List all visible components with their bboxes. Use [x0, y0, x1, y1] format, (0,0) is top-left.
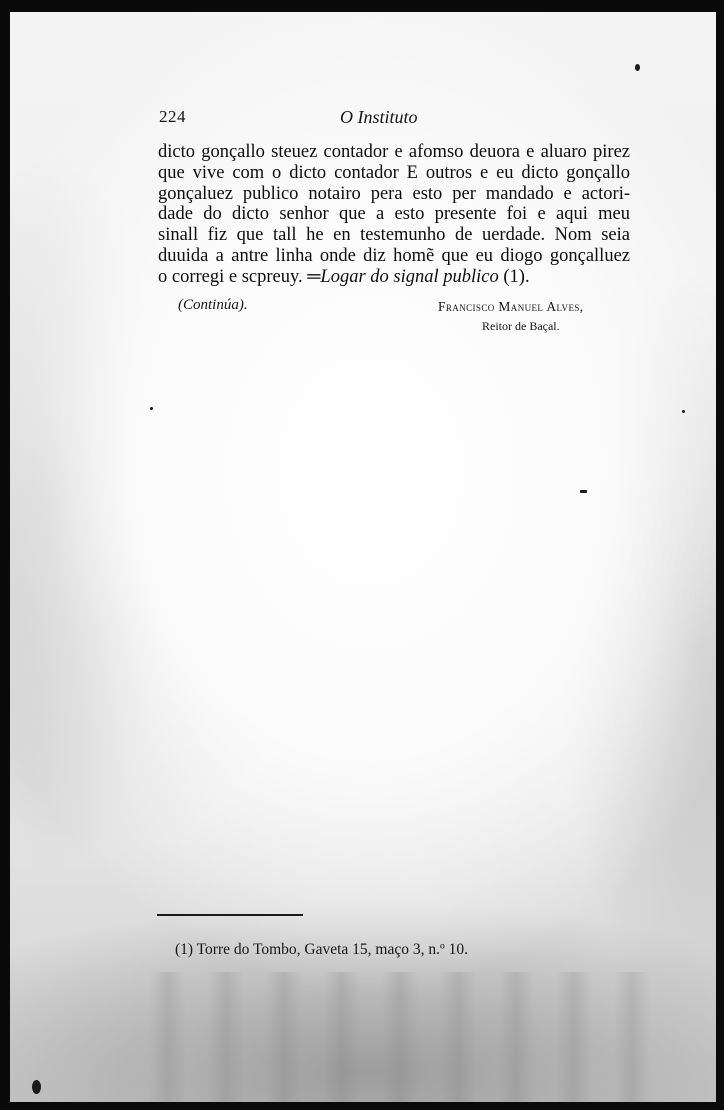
- body-line: dicto gonçallo steuez contador e afomso deuora e aluaro pirez: [158, 142, 630, 162]
- footnote-rule: [157, 914, 303, 916]
- running-head: [10, 107, 716, 129]
- body-final-line: [158, 267, 630, 288]
- dust-speck: [150, 407, 153, 410]
- body-line: duuida a antre linha onde diz homẽ que eu diogo gonçalluez: [158, 245, 630, 266]
- body-paragraph: [158, 142, 630, 288]
- author-name: Francisco Manuel Alves,: [438, 299, 584, 314]
- dust-speck: [32, 1080, 41, 1094]
- page-number: 224: [159, 107, 186, 126]
- body-line: gonçaluez publico notairo pera esto per mandado e actori-: [158, 183, 630, 204]
- final-line-italic: Logar do signal publico: [320, 266, 499, 287]
- continua-note: (Continúa).: [178, 297, 248, 313]
- dust-speck: [635, 64, 640, 71]
- body-line: dade do dicto senhor que a esto presente foi e aqui meu: [158, 204, 630, 225]
- footnote-text: (1) Torre do Tombo, Gaveta 15, maço 3, n.º 10.: [175, 941, 469, 958]
- body-line: sinall fiz que tall he en testemunho de uerdade. Nom seia: [158, 225, 630, 246]
- final-line-text: o corregi e scpreuy. ═: [158, 266, 321, 287]
- dust-speck: [580, 490, 587, 493]
- scanned-page: [10, 12, 716, 1102]
- dust-speck: [682, 410, 685, 413]
- journal-title: O Instituto: [340, 107, 418, 127]
- author-role: Reitor de Baçal.: [482, 319, 560, 333]
- body-line: que vive com o dicto contador E outros e eu dicto gonçallo: [158, 162, 630, 183]
- scan-streaks: [150, 972, 670, 1102]
- footnote-reference: (1).: [498, 266, 530, 287]
